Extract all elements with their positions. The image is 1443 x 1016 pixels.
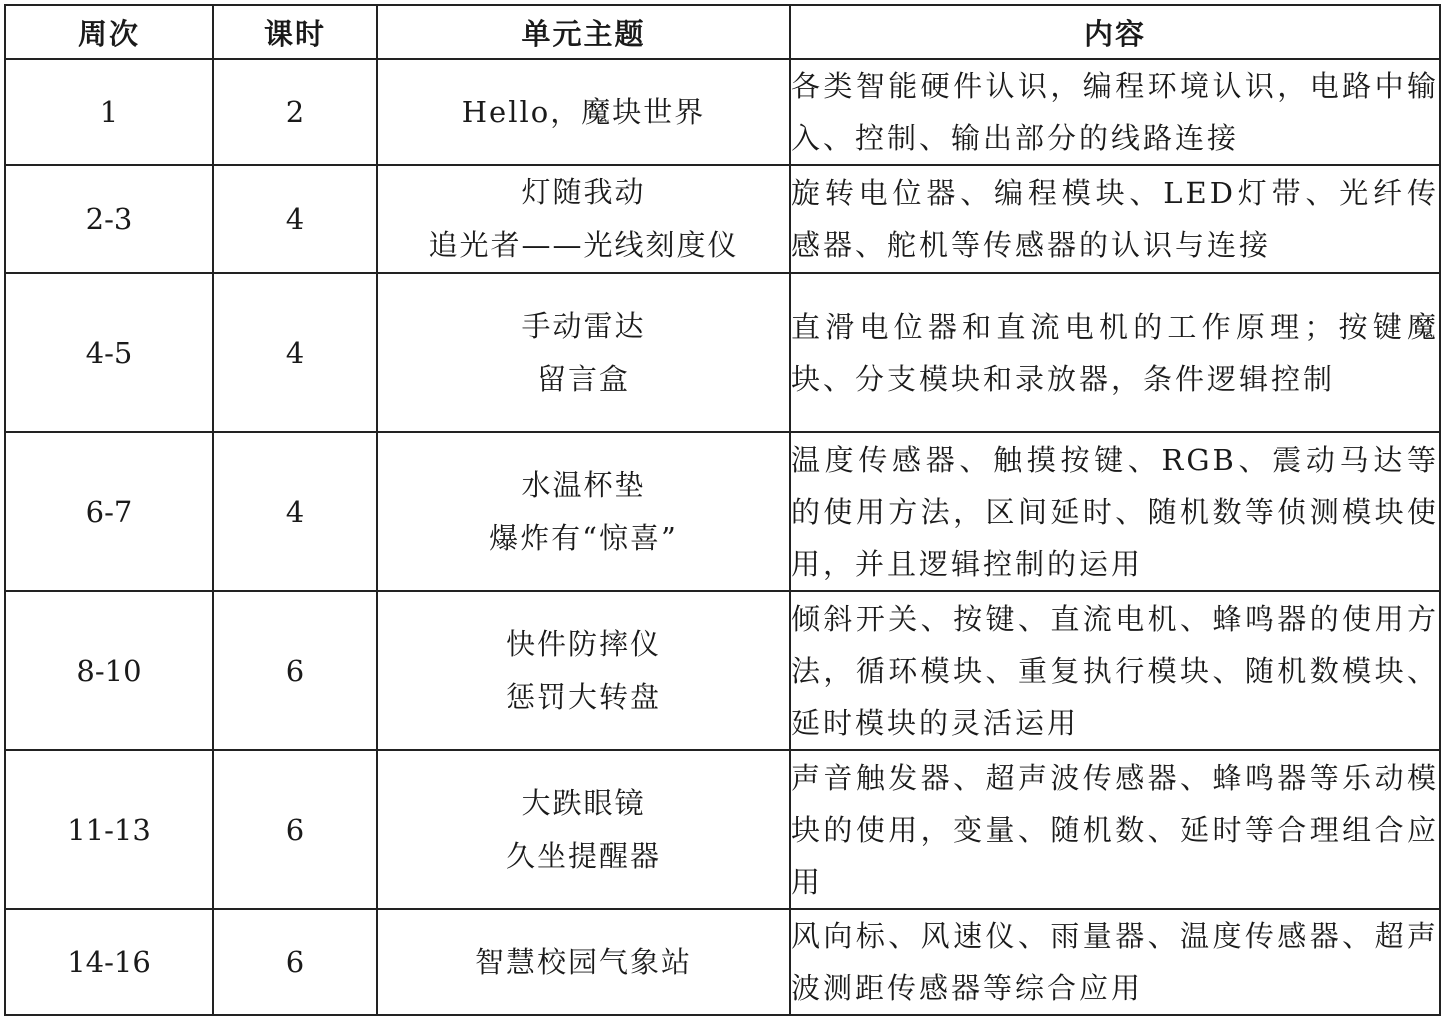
table-row bbox=[5, 432, 1440, 591]
content-cell: 倾斜开关、按键、直流电机、蜂鸣器的使用方法，循环模块、重复执行模块、随机数模块、延时模块的灵活运用 bbox=[790, 591, 1440, 750]
table-row bbox=[5, 273, 1440, 432]
hours-cell: 6 bbox=[213, 909, 377, 1015]
header-content: 内容 bbox=[790, 5, 1440, 59]
unit-theme-cell bbox=[377, 591, 790, 750]
unit-theme-line: 水温杯垫 bbox=[521, 467, 646, 502]
unit-theme-cell bbox=[377, 750, 790, 909]
course-schedule-table bbox=[4, 4, 1441, 1016]
content-cell: 各类智能硬件认识，编程环境认识，电路中输入、控制、输出部分的线路连接 bbox=[790, 59, 1440, 165]
content-cell: 温度传感器、触摸按键、RGB、震动马达等的使用方法，区间延时、随机数等侦测模块使用，并且逻辑控制的运用 bbox=[790, 432, 1440, 591]
unit-theme-line: 爆炸有“惊喜” bbox=[489, 520, 678, 555]
week-cell: 11-13 bbox=[5, 750, 213, 909]
content-cell: 旋转电位器、编程模块、LED灯带、光纤传感器、舵机等传感器的认识与连接 bbox=[790, 165, 1440, 273]
week-cell: 2-3 bbox=[5, 165, 213, 273]
unit-theme-cell bbox=[377, 59, 790, 165]
week-cell: 1 bbox=[5, 59, 213, 165]
table-row bbox=[5, 591, 1440, 750]
hours-cell: 6 bbox=[213, 591, 377, 750]
unit-theme-line: 智慧校园气象站 bbox=[474, 944, 692, 979]
header-unit-theme: 单元主题 bbox=[377, 5, 790, 59]
hours-cell: 4 bbox=[213, 432, 377, 591]
unit-theme-line: 留言盒 bbox=[536, 361, 630, 396]
header-week: 周次 bbox=[5, 5, 213, 59]
week-cell: 6-7 bbox=[5, 432, 213, 591]
unit-theme-cell bbox=[377, 432, 790, 591]
table-header-row bbox=[5, 5, 1440, 59]
table-row bbox=[5, 909, 1440, 1015]
unit-theme-line: 大跌眼镜 bbox=[521, 785, 646, 820]
hours-cell: 6 bbox=[213, 750, 377, 909]
unit-theme-line: 快件防摔仪 bbox=[505, 626, 661, 661]
unit-theme-line: 追光者——光线刻度仪 bbox=[428, 228, 739, 262]
unit-theme-line: 手动雷达 bbox=[521, 308, 646, 343]
unit-theme-cell bbox=[377, 909, 790, 1015]
header-hours: 课时 bbox=[213, 5, 377, 59]
hours-cell: 2 bbox=[213, 59, 377, 165]
unit-theme-line: 惩罚大转盘 bbox=[505, 679, 661, 714]
table-row bbox=[5, 750, 1440, 909]
content-cell: 声音触发器、超声波传感器、蜂鸣器等乐动模块的使用，变量、随机数、延时等合理组合应用 bbox=[790, 750, 1440, 909]
week-cell: 4-5 bbox=[5, 273, 213, 432]
table-row bbox=[5, 59, 1440, 165]
table-row bbox=[5, 165, 1440, 273]
unit-theme-line: 灯随我动 bbox=[521, 175, 646, 209]
content-cell: 直滑电位器和直流电机的工作原理；按键魔块、分支模块和录放器，条件逻辑控制 bbox=[790, 273, 1440, 432]
week-cell: 14-16 bbox=[5, 909, 213, 1015]
hours-cell: 4 bbox=[213, 165, 377, 273]
unit-theme-line: 久坐提醒器 bbox=[505, 838, 661, 873]
unit-theme-line: Hello，魔块世界 bbox=[461, 94, 706, 129]
content-cell: 风向标、风速仪、雨量器、温度传感器、超声波测距传感器等综合应用 bbox=[790, 909, 1440, 1015]
hours-cell: 4 bbox=[213, 273, 377, 432]
unit-theme-cell bbox=[377, 273, 790, 432]
unit-theme-cell bbox=[377, 165, 790, 273]
week-cell: 8-10 bbox=[5, 591, 213, 750]
